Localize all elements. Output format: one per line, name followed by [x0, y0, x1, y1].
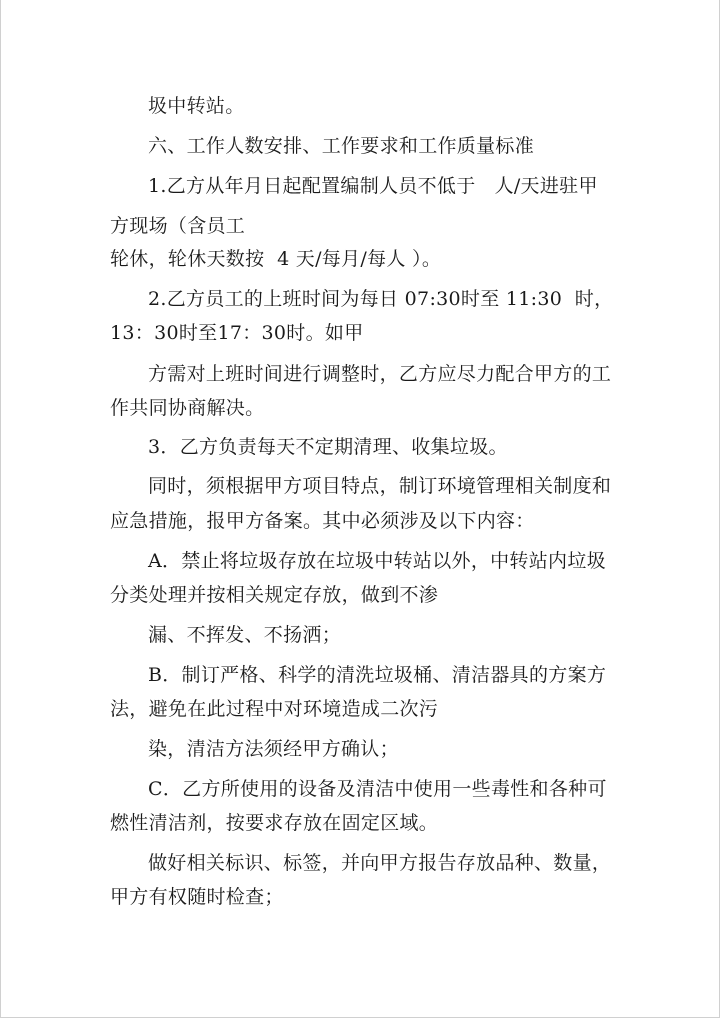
text-line: 圾中转站。	[148, 95, 245, 117]
text-line: A．禁止将垃圾存放在垃圾中转站以外，中转站内垃圾	[148, 550, 606, 572]
text-line: C．乙方所使用的设备及清洁中使用一些毒性和各种可	[148, 778, 607, 800]
text-line: 漏、不挥发、不扬洒；	[148, 624, 342, 646]
text-line: 方需对上班时间进行调整时，乙方应尽力配合甲方的工	[148, 363, 612, 385]
text-line: 方现场（含员工	[110, 215, 246, 237]
text-line: 13：30时至17：30时。如甲	[110, 322, 364, 344]
text-line: B．制订严格、科学的清洗垃圾桶、清洁器具的方案方	[148, 664, 607, 686]
text-line: 燃性清洁剂，按要求存放在固定区域。	[110, 812, 439, 834]
text-line: 分类处理并按相关规定存放，做到不渗	[110, 584, 439, 606]
text-line: 3．乙方负责每天不定期清理、收集垃圾。	[148, 436, 508, 458]
text-line: 应急措施，报甲方备案。其中必须涉及以下内容：	[110, 510, 535, 532]
text-line: 轮休，轮休天数按 4 天/每月/每人 ）。	[110, 248, 442, 270]
text-line: 法，避免在此过程中对环境造成二次污	[110, 698, 439, 720]
text-line: 作共同协商解决。	[110, 397, 265, 419]
section-heading: 六、工作人数安排、工作要求和工作质量标准	[148, 135, 535, 157]
text-line: 2.乙方员工的上班时间为每日 07:30时至 11:30 时，	[148, 288, 614, 310]
text-line: 做好相关标识、标签，并向甲方报告存放品种、数量，	[148, 852, 612, 874]
text-line: 1.乙方从年月日起配置编制人员不低于 人/天进驻甲	[148, 175, 598, 197]
text-line: 同时，须根据甲方项目特点，制订环境管理相关制度和	[148, 475, 612, 497]
text-line: 染，清洁方法须经甲方确认；	[148, 738, 399, 760]
text-line: 甲方有权随时检查；	[110, 886, 284, 908]
